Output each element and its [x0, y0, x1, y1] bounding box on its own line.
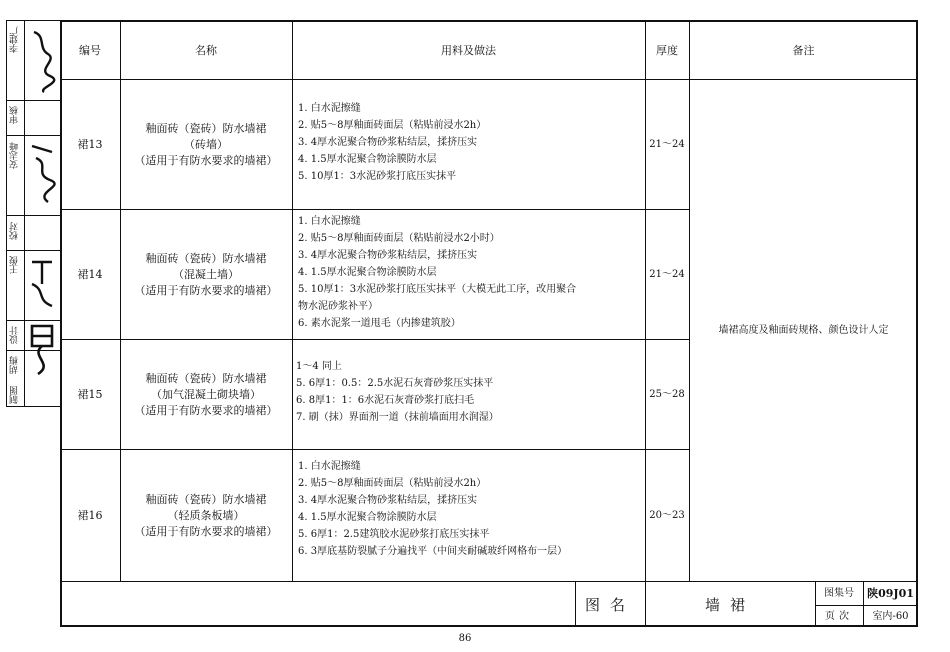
- row-method: 1～4 同上 5. 6厚1：0.5：2.5水泥石灰膏砂浆压实抹平 6. 8厚1：1：6水泥石灰膏砂浆打底扫毛 7. 刷（抹）界面剂一道（抹前墙面用水润湿）: [296, 361, 499, 423]
- row-method: 1. 白水泥擦缝 2. 贴5～8厚釉面砖面层（粘贴前浸水2小时） 3. 4厚水泥聚合物砂浆粘结层，揉挤压实 4. 1.5厚水泥聚合物涂膜防水层 5. 10厚1：3水泥砂浆打底压实抹平（大模无此工序，改用聚合 物水泥砂浆补平） 6. 素水泥浆一道甩毛（内掺建筑胶）: [298, 216, 577, 329]
- row-thickness: 21～24: [649, 268, 685, 280]
- header-remarks: 备注: [792, 43, 815, 57]
- header-name: 名称: [195, 43, 217, 57]
- page-label: 页次: [825, 610, 853, 622]
- row-code: 裙13: [77, 137, 103, 151]
- signoff-name-2: 安志峰: [10, 142, 20, 169]
- signoff-name-1: 李建广: [10, 26, 20, 53]
- row-thickness: 25～28: [649, 388, 685, 400]
- header-method: 用料及做法: [441, 43, 496, 57]
- row-method: 1. 白水泥擦缝 2. 贴5～8厚釉面砖面层（粘贴前浸水2h） 3. 4厚水泥聚合物砂浆粘结层，揉挤压实 4. 1.5厚水泥聚合物涂膜防水层 5. 10厚1：3水泥砂浆打底压实抹平: [298, 103, 487, 182]
- row-thickness: 21～24: [649, 138, 685, 150]
- signoff-name-4: 胡梅: [10, 356, 20, 374]
- signature-1: [26, 26, 58, 96]
- signature-3: [26, 254, 58, 314]
- signoff-name-3: 王俊: [10, 256, 20, 274]
- row-thickness: 20～23: [649, 509, 685, 521]
- row-code: 裙15: [77, 387, 103, 401]
- signoff-role-design: 设计: [10, 326, 20, 344]
- signoff-role-review: 审核: [10, 106, 20, 124]
- remark-text: 墙裙高度及釉面砖规格、颜色设计人定: [718, 324, 889, 336]
- row-code: 裙14: [77, 267, 103, 281]
- row-name: 釉面砖（瓷砖）防水墙裙 （加气混凝土砌块墙） （适用于有防水要求的墙裙）: [134, 371, 278, 417]
- row-code: 裙16: [77, 508, 103, 522]
- header-thickness: 厚度: [656, 43, 678, 57]
- drawing-title: 墙裙: [704, 595, 755, 614]
- signoff-role-draw: 制图: [10, 386, 20, 404]
- signoff-role-check: 校对: [10, 222, 20, 240]
- atlas-value: 陕09J01: [867, 586, 914, 600]
- atlas-label: 图集号: [824, 587, 854, 599]
- title-block-label: 图名: [584, 595, 635, 614]
- header-code: 编号: [79, 43, 101, 57]
- row-name: 釉面砖（瓷砖）防水墙裙 （砖墙） （适用于有防水要求的墙裙）: [134, 121, 278, 167]
- signature-4: [26, 320, 58, 380]
- signature-2: [26, 140, 58, 210]
- signoff-strip: [6, 20, 60, 406]
- page-value: 室内-60: [872, 610, 909, 622]
- row-name: 釉面砖（瓷砖）防水墙裙 （轻质条板墙） （适用于有防水要求的墙裙）: [134, 492, 278, 538]
- page-number: 86: [458, 633, 472, 644]
- row-name: 釉面砖（瓷砖）防水墙裙 （混凝土墙） （适用于有防水要求的墙裙）: [134, 251, 278, 297]
- row-method: 1. 白水泥擦缝 2. 贴5～8厚釉面砖面层（粘贴前浸水2h） 3. 4厚水泥聚合物砂浆粘结层，揉挤压实 4. 1.5厚水泥聚合物涂膜防水层 5. 6厚1：2.5建筑胶水泥砂浆打底压实抹平 6. 3厚底基防裂腻子分遍找平（中间夹耐碱玻纤网格布一层）: [298, 461, 568, 557]
